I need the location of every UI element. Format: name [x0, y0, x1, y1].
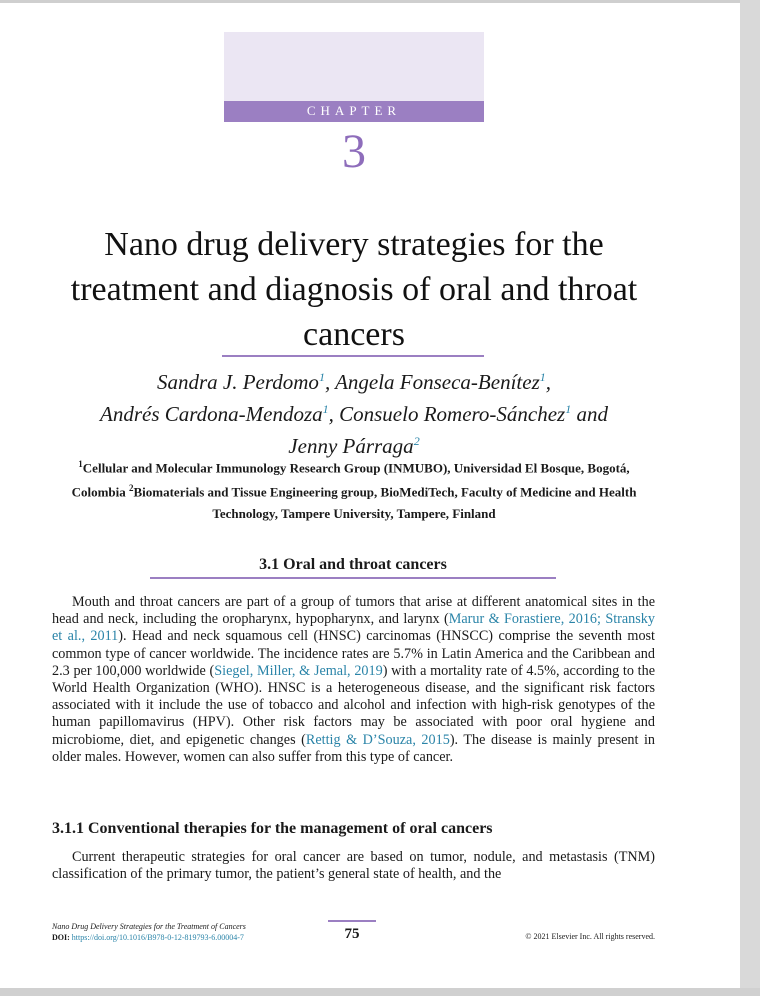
citation-link[interactable]: Marur & Forastiere, 2016; Stransky et al., 2011	[52, 611, 655, 645]
affiliation-text: Biomaterials and Tissue Engineering group, BioMediTech, Faculty of Medicine and Health Technology, Tampere University, Tampere, Finland	[133, 484, 637, 521]
page-bottom-edge	[0, 988, 760, 996]
paragraph-text: ) with a mortality rate of 4.5%, according to the World Health Organization (WHO). HNSC is a heterogeneous disease, and the significant risk factors associated with it include the use of tobacco and alcohol and infection with high-risk genotypes of the human papillomavirus (HPV). Other risk factors may be associated with poor oral hygiene and microbiome, diet, and epigenetic changes (	[52, 662, 655, 748]
paragraph-text: ). The disease is mainly present in older males. However, women can also suffer from this type of cancer.	[52, 731, 656, 765]
author-separator: ,	[328, 402, 340, 426]
author-affiliation-ref: 1	[539, 370, 546, 384]
author-separator: ,	[324, 370, 336, 394]
affiliation-marker: 2	[128, 483, 134, 494]
body-paragraph	[52, 594, 655, 766]
title-divider	[222, 355, 484, 357]
author-name: Jenny Párraga	[288, 434, 414, 458]
doi-label: DOI:	[52, 933, 72, 942]
section-heading: 3.1 Oral and throat cancers	[259, 556, 447, 573]
author-affiliation-ref: 1	[322, 402, 329, 416]
author-name: Sandra J. Perdomo	[156, 370, 319, 394]
page-number: 75	[344, 926, 360, 942]
author-separator: ,	[545, 370, 551, 394]
chapter-title: Nano drug delivery strategies for the treatment and diagnosis of oral and throat cancers	[70, 226, 638, 353]
book-title: Nano Drug Delivery Strategies for the Treatment of Cancers	[52, 922, 246, 931]
author-affiliation-ref: 2	[413, 434, 420, 448]
affiliations	[60, 454, 648, 524]
section-divider	[150, 577, 556, 579]
doi-link[interactable]: https://doi.org/10.1016/B978-0-12-819793-6.00004-7	[71, 933, 244, 942]
affiliation-marker: 1	[78, 459, 83, 469]
footer-book-info	[52, 921, 352, 943]
chapter-label: CHAPTER	[306, 103, 402, 118]
author-affiliation-ref: 1	[318, 370, 325, 384]
author-separator: and	[571, 402, 608, 426]
copyright-notice: © 2021 Elsevier Inc. All rights reserved.	[525, 932, 655, 941]
page-number-rule	[328, 920, 376, 922]
author-list	[40, 364, 668, 460]
author-affiliation-ref: 1	[565, 402, 572, 416]
author-name: Andrés Cardona-Mendoza	[100, 402, 323, 426]
body-paragraph: Current therapeutic strategies for oral cancer are based on tumor, nodule, and metastasis (TNM) classification of the primary tumor, the patient’s general state of health, and the	[52, 849, 655, 883]
author-name: Angela Fonseca-Benítez	[335, 370, 540, 394]
paragraph-text: Mouth and throat cancers are part of a group of tumors that arise at different anatomical sites in the head and neck, including the oropharynx, hypopharynx, and larynx (	[52, 594, 655, 628]
paragraph-text: ). Head and neck squamous cell (HNSC) carcinomas (HNSCC) comprise the seventh most common type of cancer worldwide. The incidence rates are 5.7% in Latin America and the Caribbean and 2.3 per 100,000 worldwide (	[52, 628, 656, 679]
chapter-number: 3	[342, 125, 366, 178]
subsection-heading: 3.1.1 Conventional therapies for the management of oral cancers	[52, 820, 493, 837]
affiliation-text: Cellular and Molecular Immunology Research Group (INMUBO), Universidad El Bosque, Bogotá, Colombia	[71, 460, 630, 500]
page-top-edge	[0, 0, 740, 3]
author-name: Consuelo Romero-Sánchez	[339, 402, 566, 426]
citation-link[interactable]: Rettig & D’Souza, 2015	[305, 731, 450, 748]
citation-link[interactable]: Siegel, Miller, & Jemal, 2019	[214, 662, 383, 679]
